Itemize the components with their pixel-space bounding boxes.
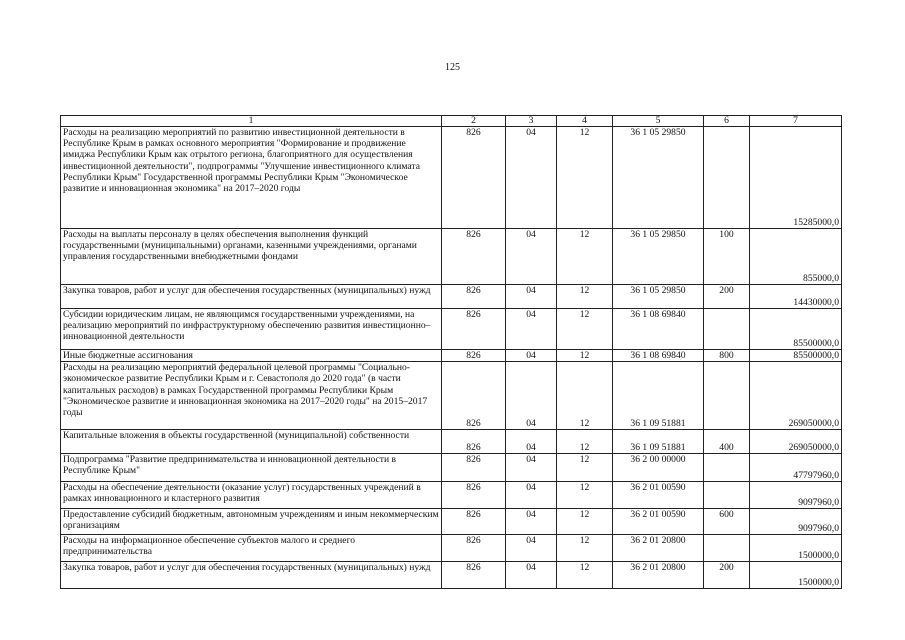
- section-code: 04: [506, 430, 557, 454]
- expense-type-code: [704, 454, 750, 482]
- subsection-code: 12: [557, 482, 613, 509]
- subsection-code: 12: [557, 285, 613, 309]
- amount: 47797960,0: [750, 454, 842, 482]
- subsection-code: 12: [557, 229, 613, 285]
- section-code: 04: [506, 229, 557, 285]
- header-row: [61, 116, 842, 127]
- table-header: [61, 116, 842, 127]
- ministry-code: 826: [442, 127, 506, 229]
- column-header-3: 3: [506, 116, 557, 127]
- expense-name: Расходы на реализацию мероприятий федеральной целевой программы "Социально-экономическое развитие Республики Крым и г. Севастополя до 2020 года" (в части капитальных расходов) в рамках Государственной программы Республики Крым "Экономическое развитие и инновационная экономика на 2017–2020 годы" на 2015–2017 годы: [61, 362, 442, 430]
- section-code: 04: [506, 535, 557, 562]
- table-row: [61, 482, 842, 509]
- section-code: 04: [506, 509, 557, 535]
- column-header-5: 5: [613, 116, 704, 127]
- budget-table: [60, 115, 842, 589]
- ministry-code: 826: [442, 535, 506, 562]
- section-code: 04: [506, 482, 557, 509]
- expense-name: Расходы на выплаты персоналу в целях обеспечения выполнения функций государственными (муниципальными) органами, казенными учреждениями, органами управления государственными внебюджетными фондами: [61, 229, 442, 285]
- table-row: [61, 285, 842, 309]
- table-row: [61, 562, 842, 589]
- amount: 269050000,0: [750, 362, 842, 430]
- subsection-code: 12: [557, 509, 613, 535]
- table-row: [61, 509, 842, 535]
- ministry-code: 826: [442, 309, 506, 350]
- expense-type-code: 400: [704, 430, 750, 454]
- target-article-code: 36 1 09 51881: [613, 362, 704, 430]
- table-row: [61, 362, 842, 430]
- expense-type-code: [704, 127, 750, 229]
- ministry-code: 826: [442, 482, 506, 509]
- ministry-code: 826: [442, 430, 506, 454]
- amount: 1500000,0: [750, 562, 842, 589]
- target-article-code: 36 1 05 29850: [613, 285, 704, 309]
- subsection-code: 12: [557, 454, 613, 482]
- table-row: [61, 309, 842, 350]
- page-number: 125: [445, 62, 460, 73]
- amount: 1500000,0: [750, 535, 842, 562]
- column-header-2: 2: [442, 116, 506, 127]
- table-body: [61, 127, 842, 589]
- section-code: 04: [506, 309, 557, 350]
- target-article-code: 36 1 05 29850: [613, 127, 704, 229]
- table-row: [61, 127, 842, 229]
- section-code: 04: [506, 285, 557, 309]
- target-article-code: 36 2 00 00000: [613, 454, 704, 482]
- subsection-code: 12: [557, 430, 613, 454]
- subsection-code: 12: [557, 127, 613, 229]
- section-code: 04: [506, 562, 557, 589]
- amount: 269050000,0: [750, 430, 842, 454]
- section-code: 04: [506, 454, 557, 482]
- expense-type-code: [704, 362, 750, 430]
- expense-name: Субсидии юридическим лицам, не являющимся государственными учреждениями, на реализацию мероприятий по инфраструктурному обеспечению развития инвестиционно–инновационной деятельности: [61, 309, 442, 350]
- expense-name: Закупка товаров, работ и услуг для обеспечения государственных (муниципальных) нужд: [61, 562, 442, 589]
- target-article-code: 36 1 05 29850: [613, 229, 704, 285]
- table-row: [61, 535, 842, 562]
- target-article-code: 36 1 08 69840: [613, 309, 704, 350]
- target-article-code: 36 2 01 20800: [613, 535, 704, 562]
- expense-type-code: 600: [704, 509, 750, 535]
- target-article-code: 36 2 01 20800: [613, 562, 704, 589]
- expense-name: Закупка товаров, работ и услуг для обеспечения государственных (муниципальных) нужд: [61, 285, 442, 309]
- expense-type-code: [704, 535, 750, 562]
- table-row: [61, 454, 842, 482]
- amount: 855000,0: [750, 229, 842, 285]
- amount: 9097960,0: [750, 509, 842, 535]
- column-header-1: 1: [61, 116, 442, 127]
- amount: 85500000,0: [750, 350, 842, 362]
- table-row: [61, 229, 842, 285]
- ministry-code: 826: [442, 229, 506, 285]
- ministry-code: 826: [442, 362, 506, 430]
- column-header-7: 7: [750, 116, 842, 127]
- expense-name: Расходы на обеспечение деятельности (оказание услуг) государственных учреждений в рамках инновационного и кластерного развития: [61, 482, 442, 509]
- expense-name: Капитальные вложения в объекты государственной (муниципальной) собственности: [61, 430, 442, 454]
- section-code: 04: [506, 127, 557, 229]
- expense-name: Расходы на информационное обеспечение субъектов малого и среднего предпринимательства: [61, 535, 442, 562]
- column-header-6: 6: [704, 116, 750, 127]
- expense-type-code: [704, 309, 750, 350]
- subsection-code: 12: [557, 350, 613, 362]
- ministry-code: 826: [442, 350, 506, 362]
- subsection-code: 12: [557, 362, 613, 430]
- expense-type-code: [704, 482, 750, 509]
- amount: 9097960,0: [750, 482, 842, 509]
- expense-name: Подпрограмма "Развитие предпринимательства и инновационной деятельности в Республике Крым": [61, 454, 442, 482]
- ministry-code: 826: [442, 562, 506, 589]
- expense-type-code: 200: [704, 285, 750, 309]
- expense-type-code: 200: [704, 562, 750, 589]
- subsection-code: 12: [557, 535, 613, 562]
- ministry-code: 826: [442, 454, 506, 482]
- target-article-code: 36 2 01 00590: [613, 482, 704, 509]
- expense-name: Расходы на реализацию мероприятий по развитию инвестиционной деятельности в Республике Крым в рамках основного мероприятия "Формирование и продвижение имиджа Республики Крым как отрытого региона, благоприятного для осуществления инвестиционной деятельности", подпрограммы "Улучшение инвестиционного климата Республики Крым" Государственной программы Республики Крым "Экономическое развитие и инновационная экономика" на 2017–2020 годы: [61, 127, 442, 229]
- amount: 14430000,0: [750, 285, 842, 309]
- section-code: 04: [506, 362, 557, 430]
- target-article-code: 36 2 01 00590: [613, 509, 704, 535]
- target-article-code: 36 1 09 51881: [613, 430, 704, 454]
- section-code: 04: [506, 350, 557, 362]
- target-article-code: 36 1 08 69840: [613, 350, 704, 362]
- table-row: [61, 350, 842, 362]
- subsection-code: 12: [557, 309, 613, 350]
- column-header-4: 4: [557, 116, 613, 127]
- expense-name: Предоставление субсидий бюджетным, автономным учреждениям и иным некоммерческим организациям: [61, 509, 442, 535]
- amount: 85500000,0: [750, 309, 842, 350]
- ministry-code: 826: [442, 509, 506, 535]
- amount: 15285000,0: [750, 127, 842, 229]
- expense-name: Иные бюджетные ассигнования: [61, 350, 442, 362]
- table-row: [61, 430, 842, 454]
- ministry-code: 826: [442, 285, 506, 309]
- subsection-code: 12: [557, 562, 613, 589]
- expense-type-code: 100: [704, 229, 750, 285]
- expense-type-code: 800: [704, 350, 750, 362]
